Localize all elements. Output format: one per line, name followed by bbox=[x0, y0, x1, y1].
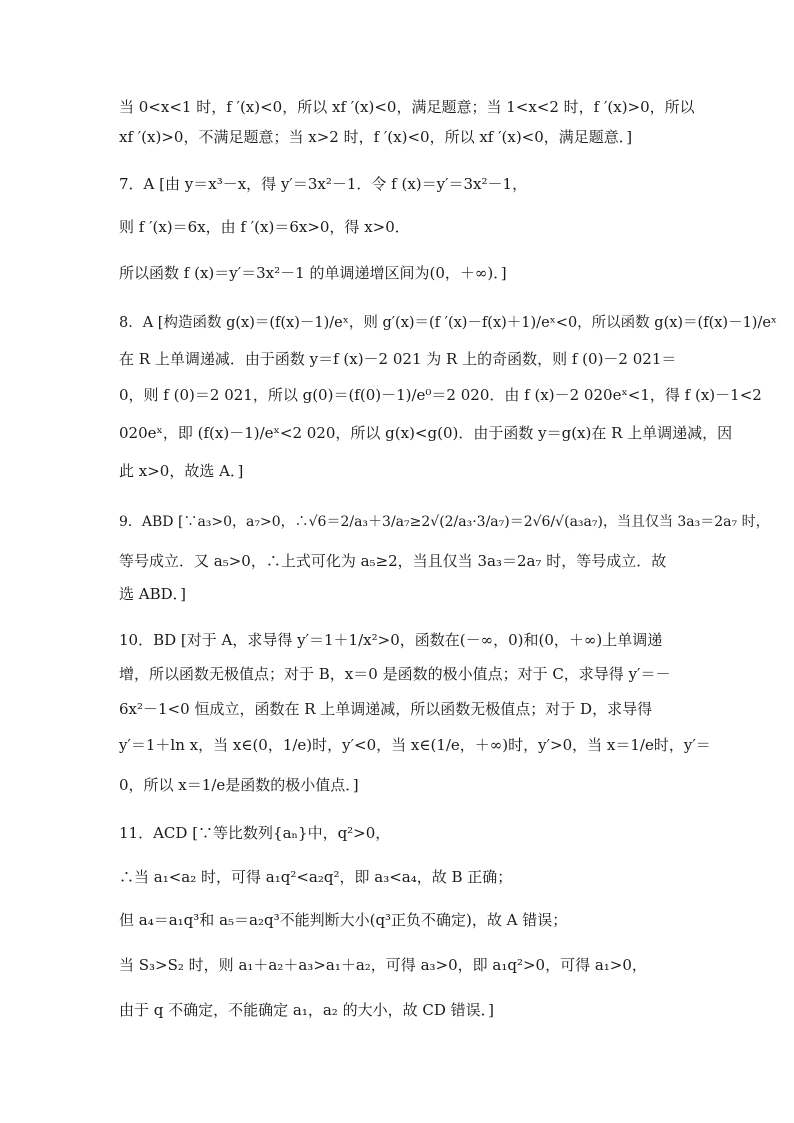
text-line: 6x²－1<0 恒成立，函数在 R 上单调递减，所以函数无极值点；对于 D，求导得 bbox=[119, 700, 653, 718]
text-line: 0，则 f (0)＝2 021，所以 g(0)＝(f(0)－1)/e⁰＝2 020．由 f (x)－2 020eˣ<1，得 f (x)－1<2 bbox=[119, 386, 762, 404]
text-line: 所以函数 f (x)＝y′＝3x²－1 的单调递增区间为(0，＋∞)．] bbox=[119, 264, 507, 282]
text-line: ∴当 a₁<a₂ 时，可得 a₁q²<a₂q²，即 a₃<a₄，故 B 正确； bbox=[119, 868, 513, 886]
text-line: 增，所以函数无极值点；对于 B，x＝0 是函数的极小值点；对于 C，求导得 y′＝－ bbox=[119, 665, 671, 683]
text-line: xf ′(x)>0，不满足题意；当 x>2 时，f ′(x)<0，所以 xf ′(x)<0，满足题意．] bbox=[119, 128, 633, 146]
text-line: 020eˣ，即 (f(x)－1)/eˣ<2 020，所以 g(x)<g(0)．由于函数 y＝g(x)在 R 上单调递减，因 bbox=[119, 424, 733, 442]
text-line: y′＝1＋ln x，当 x∈(0，1/e)时，y′<0，当 x∈(1/e，＋∞)时，y′>0，当 x＝1/e时，y′＝ bbox=[119, 736, 711, 754]
answer-10-line: 10．BD [对于 A，求导得 y′＝1＋1/x²>0，函数在(－∞，0)和(0，＋∞)上单调递 bbox=[119, 631, 663, 649]
text-line: 选 ABD．] bbox=[119, 585, 187, 603]
text-line: 但 a₄＝a₁q³和 a₅＝a₂q³不能判断大小(q³正负不确定)，故 A 错误； bbox=[119, 911, 568, 929]
text-line: 则 f ′(x)＝6x，由 f ′(x)＝6x>0，得 x>0． bbox=[119, 218, 410, 236]
answer-9-line: 9．ABD [∵a₃>0，a₇>0，∴√6＝2/a₃＋3/a₇≥2√(2/a₃·3/a₇)＝2√6/√(a₃a₇)，当且仅当 3a₃＝2a₇ 时， bbox=[119, 514, 770, 530]
text-line: 0，所以 x＝1/e是函数的极小值点．] bbox=[119, 776, 359, 794]
text-line: 此 x>0，故选 A．] bbox=[119, 462, 244, 480]
answer-8-line: 8．A [构造函数 g(x)＝(f(x)－1)/eˣ，则 g′(x)＝(f ′(x)－f(x)＋1)/eˣ<0，所以函数 g(x)＝(f(x)－1)/eˣ bbox=[119, 315, 778, 331]
text-line: 在 R 上单调递减．由于函数 y＝f (x)－2 021 为 R 上的奇函数，则 f (0)－2 021＝ bbox=[119, 350, 677, 368]
text-line: 当 0<x<1 时，f ′(x)<0，所以 xf ′(x)<0，满足题意；当 1<x<2 时，f ′(x)>0，所以 bbox=[119, 98, 695, 116]
answer-7-line: 7．A [由 y＝x³－x，得 y′＝3x²－1．令 f (x)＝y′＝3x²－1， bbox=[119, 175, 528, 193]
text-line: 等号成立．又 a₅>0，∴上式可化为 a₅≥2，当且仅当 3a₃＝2a₇ 时，等号成立．故 bbox=[119, 552, 667, 570]
text-line: 由于 q 不确定，不能确定 a₁，a₂ 的大小，故 CD 错误．] bbox=[119, 1001, 494, 1019]
answer-11-line: 11．ACD [∵等比数列{aₙ}中，q²>0， bbox=[119, 824, 391, 842]
text-line: 当 S₃>S₂ 时，则 a₁＋a₂＋a₃>a₁＋a₂，可得 a₃>0，即 a₁q²>0，可得 a₁>0， bbox=[119, 956, 647, 974]
